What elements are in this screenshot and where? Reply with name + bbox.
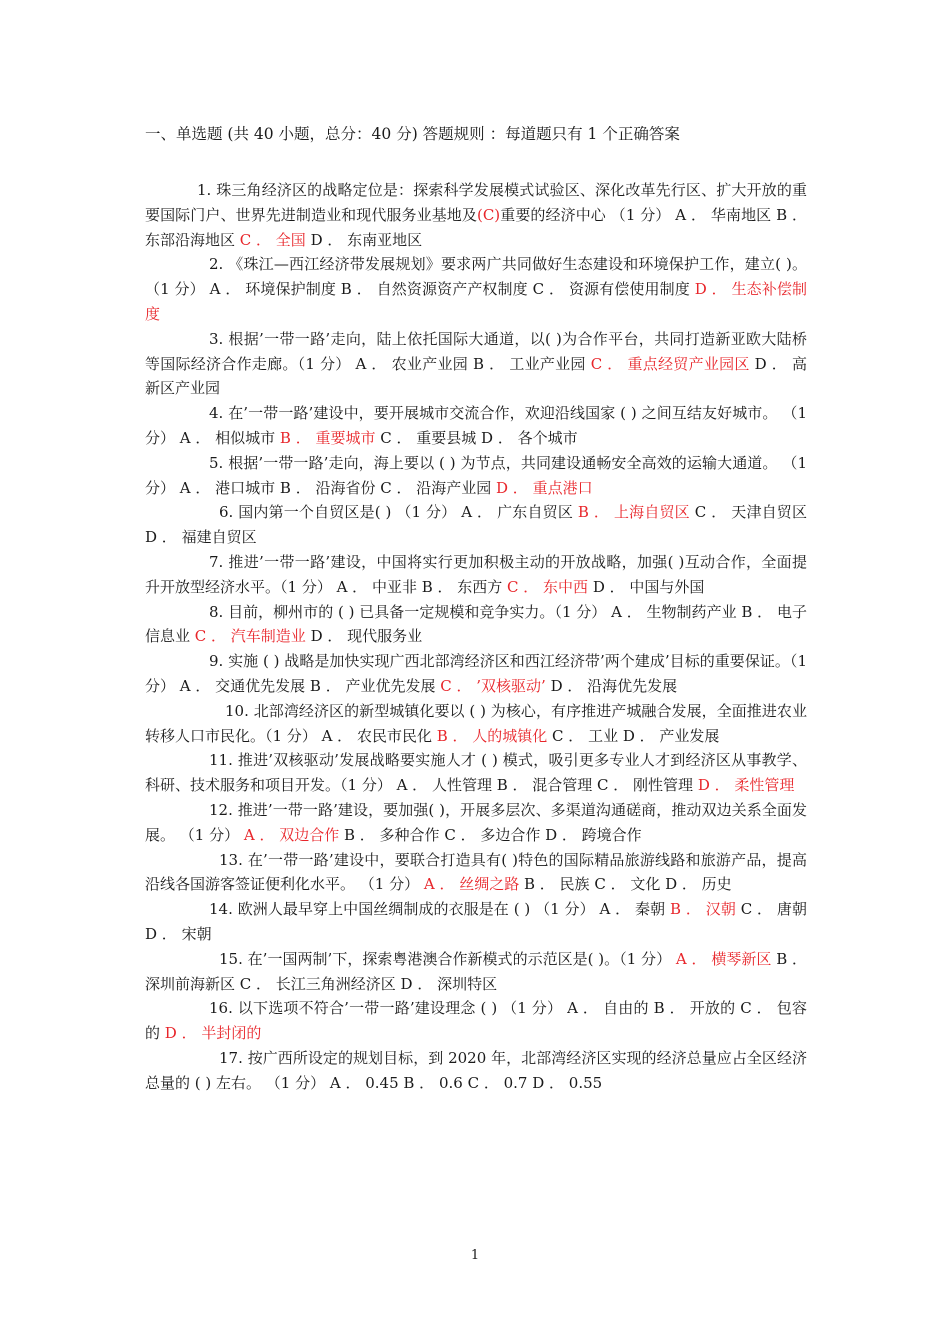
question-text: C ． 唐朝 D ． 宋朝 xyxy=(145,900,807,943)
question-text: 按广西所设定的规划目标，到 2020 年，北部湾经济区实现的经济总量应占全区经济总量的 ( ) 左右。 （1 分） A ． 0.45 B ． 0.6 C ． 0.7 D ． 0.55 xyxy=(145,1048,807,1092)
question-item xyxy=(145,1046,807,1096)
question-item xyxy=(145,401,807,451)
correct-answer: (C) xyxy=(476,205,501,224)
question-item xyxy=(145,327,807,401)
question-number: 6. xyxy=(219,503,234,522)
question-text: 以下选项不符合’一带一路’建设理念 ( ) （1 分） A ． 自由的 B ． 开放的 C ． 包容的 xyxy=(145,999,807,1043)
correct-answer: C ． 重点经贸产业园区 xyxy=(590,354,750,373)
question-text: 根据’一带一路’走向，海上要以 ( ) 为节点，共同建设通畅安全高效的运输大通道。 （1 分） A ． 港口城市 B ． 沿海省份 C ． 沿海产业园 xyxy=(145,453,807,497)
correct-answer: C ． 汽车制造业 xyxy=(194,627,306,646)
question-item xyxy=(145,600,807,650)
question-list xyxy=(145,178,807,1095)
question-item xyxy=(145,947,807,997)
question-item xyxy=(145,451,807,501)
question-number: 15. xyxy=(219,949,243,968)
question-item xyxy=(145,649,807,699)
question-text: B ． 多种合作 C ． 多边合作 D ． 跨境合作 xyxy=(339,825,642,844)
question-text: 珠三角经济区的战略定位是：探索科学发展模式试验区、深化改革先行区、扩大开放的重要国际门户、世界先进制造业和现代服务业基地及 xyxy=(145,181,807,224)
question-text: 实施 ( ) 战略是加快实现广西北部湾经济区和西江经济带’两个建成’目标的重要保证。（1 分） A ． 交通优先发展 B ． 产业优先发展 xyxy=(145,652,807,695)
question-text: 在’一国两制’下，探索粤港澳合作新模式的示范区是( )。（1 分） xyxy=(247,949,676,968)
correct-answer: C ． 东中西 xyxy=(507,577,589,596)
question-text: 在’一带一路’建设中，要联合打造具有( )特色的国际精品旅游线路和旅游产品，提高沿线各国游客签证便利化水平。 （1 分） xyxy=(145,850,807,894)
question-item xyxy=(145,848,807,898)
question-text: D ． 沿海优先发展 xyxy=(545,676,678,695)
section-title: 一、单选题 (共 40 小题，总分：40 分) 答题规则 ：每道题只有 1 个正确答案 xyxy=(145,125,680,143)
question-text: 推进’一带一路’建设，要加强( )，开展多层次、多渠道沟通磋商，推动双边关系全面发展。 （1 分） xyxy=(145,800,807,844)
question-number: 11. xyxy=(209,751,233,770)
document-body xyxy=(145,122,807,1095)
correct-answer: A ． 双边合作 xyxy=(243,825,340,844)
question-item xyxy=(145,897,807,947)
question-text: C ． 天津自贸区 D ． 福建自贸区 xyxy=(145,503,807,547)
question-item xyxy=(145,798,807,848)
question-text: 北部湾经济区的新型城镇化要以 ( ) 为核心，有序推进产城融合发展，全面推进农业转移人口市民化。（1 分） A ． 农民市民化 xyxy=(145,701,807,745)
question-item xyxy=(145,699,807,749)
question-number: 8. xyxy=(209,602,224,621)
correct-answer: A ． 横琴新区 xyxy=(675,949,772,968)
question-item xyxy=(145,550,807,600)
question-text: 国内第一个自贸区是( ) （1 分） A ． 广东自贸区 xyxy=(238,503,578,522)
question-text: 《珠江—西江经济带发展规划》要求两广共同做好生态建设和环境保护工作，建立( )。（1 分） A ． 环境保护制度 B ． 自然资源资产产权制度 C ． 资源有偿使用制度 xyxy=(145,255,807,299)
question-text: B ． 深圳前海新区 C ． 长江三角洲经济区 D ． 深圳特区 xyxy=(145,949,808,993)
correct-answer: B ． 上海自贸区 xyxy=(577,503,690,522)
question-text: C ． 工业 D ． 产业发展 xyxy=(547,726,720,745)
question-item xyxy=(145,996,807,1046)
correct-answer: D ． 重点港口 xyxy=(496,478,593,497)
correct-answer: D ． 半封闭的 xyxy=(164,1024,262,1043)
question-text: 重要的经济中心 （1 分） A ． 华南地区 B ． 东部沿海地区 xyxy=(145,205,807,249)
question-item xyxy=(145,500,807,550)
question-item xyxy=(145,178,807,252)
question-number: 1. xyxy=(197,181,212,199)
question-text: 目前，柳州市的 ( ) 已具备一定规模和竞争实力。（1 分） A ． 生物制药产业 B ． 电子信息业 xyxy=(145,602,807,646)
question-text: D ． 现代服务业 xyxy=(305,627,423,646)
correct-answer: C ． ’双核驱动’ xyxy=(440,676,546,695)
question-number: 13. xyxy=(219,850,243,869)
question-text: D ． 东南亚地区 xyxy=(305,230,423,249)
question-number: 2. xyxy=(209,255,224,274)
correct-answer: B ． 人的城镇化 xyxy=(436,726,548,745)
correct-answer: B ． 汉朝 xyxy=(670,900,736,919)
question-number: 9. xyxy=(209,652,224,671)
question-number: 4. xyxy=(209,404,224,423)
question-number: 16. xyxy=(209,999,233,1018)
page-number: 1 xyxy=(470,1248,480,1263)
question-text: 在’一带一路’建设中，要开展城市交流合作，欢迎沿线国家 ( ) 之间互结友好城市。 （1 分） A ． 相似城市 xyxy=(145,404,807,447)
question-number: 10. xyxy=(225,701,249,720)
question-text: B ． 民族 C ． 文化 D ． 历史 xyxy=(519,875,732,894)
correct-answer: B ． 重要城市 xyxy=(279,428,376,447)
correct-answer: C ． 全国 xyxy=(239,230,306,249)
question-text: D ． 高新区产业园 xyxy=(145,354,808,398)
question-number: 3. xyxy=(209,329,224,348)
question-text: 根据’一带一路’走向，陆上依托国际大通道，以( )为合作平台，共同打造新亚欧大陆桥等国际经济合作走廊。（1 分） A ． 农业产业园 B ． 工业产业园 xyxy=(145,329,807,373)
question-item xyxy=(145,748,807,798)
question-number: 7. xyxy=(209,552,224,571)
correct-answer: A ． 丝绸之路 xyxy=(423,875,520,894)
question-item xyxy=(145,252,807,326)
question-text: 欧洲人最早穿上中国丝绸制成的衣服是在 ( ) （1 分） A ． 秦朝 xyxy=(237,900,670,919)
question-text: C ． 重要县城 D ． 各个城市 xyxy=(375,428,578,447)
correct-answer: D ． 柔性管理 xyxy=(697,776,795,795)
question-text: 推进’双核驱动’发展战略要实施人才 ( ) 模式，吸引更多专业人才到经济区从事教学、科研、技术服务和项目开发。（1 分） A ． 人性管理 B ． 混合管理 C ． 刚性管理 xyxy=(145,751,807,795)
question-number: 12. xyxy=(209,800,233,819)
question-number: 17. xyxy=(219,1048,243,1067)
correct-answer: D ． 生态补偿制度 xyxy=(145,280,807,323)
question-number: 14. xyxy=(209,900,233,919)
question-text: 推进’一带一路’建设，中国将实行更加积极主动的开放战略，加强( )互动合作，全面提升开放型经济水平。（1 分） A ． 中亚非 B ． 东西方 xyxy=(145,552,807,596)
question-number: 5. xyxy=(209,453,224,472)
question-text: D ． 中国与外国 xyxy=(588,577,705,596)
